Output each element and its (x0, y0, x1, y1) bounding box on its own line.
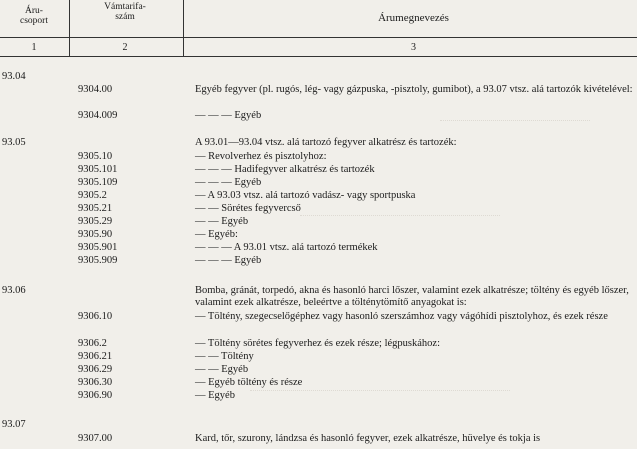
header-col-tariff-number: Vámtarifa- szám (104, 2, 146, 22)
header-col-product-group: Áru- csoport (20, 6, 48, 26)
item-description: — A 93.03 vtsz. alá tartozó vadász- vagy sportpuska (195, 190, 416, 201)
item-description: — — Sörétes fegyvercső (195, 203, 301, 214)
item-description: Kard, tőr, szurony, lándzsa és hasonló fegyver, ezek alkatrésze, hüvelye és tokja is (195, 433, 541, 444)
group-code: 93.07 (2, 419, 26, 430)
header-col-number: 3 (411, 42, 416, 53)
item-description: — Egyéb (195, 390, 235, 401)
item-description: — Revolverhez és pisztolyhoz: (195, 151, 327, 162)
tariff-code: 9306.29 (78, 364, 113, 375)
tariff-code: 9305.90 (78, 229, 113, 240)
column-divider (183, 0, 184, 56)
column-divider (69, 0, 70, 56)
tariff-code: 9306.21 (78, 351, 113, 362)
bleed-through-texture (440, 120, 590, 127)
group-code: 93.04 (2, 71, 26, 82)
group-description: A 93.01—93.04 vtsz. alá tartozó fegyver alkatrész és tartozék: (195, 137, 457, 148)
tariff-code: 9304.009 (78, 110, 118, 121)
tariff-code: 9305.29 (78, 216, 113, 227)
item-description: — — — Egyéb (195, 255, 262, 266)
header-col-number: 2 (122, 42, 128, 53)
tariff-code: 9306.2 (78, 338, 107, 349)
tariff-code: 9305.2 (78, 190, 107, 201)
tariff-code: 9306.90 (78, 390, 113, 401)
bleed-through-texture (250, 390, 510, 397)
item-description: — Egyéb: (195, 229, 238, 240)
tariff-code: 9304.00 (78, 84, 113, 95)
item-description: — — Egyéb (195, 364, 249, 375)
header-bottom-rule (0, 56, 637, 57)
tariff-code: 9305.10 (78, 151, 113, 162)
item-description: — — — A 93.01 vtsz. alá tartozó termékek (195, 242, 378, 253)
tariff-code: 9306.10 (78, 311, 113, 322)
tariff-code: 9305.21 (78, 203, 113, 214)
table-header (0, 0, 637, 56)
item-description: — — — Hadifegyver alkatrész és tartozék (195, 164, 375, 175)
tariff-code: 9305.101 (78, 164, 118, 175)
item-description: — — Töltény (195, 351, 254, 362)
item-description: — Egyéb töltény és része (195, 377, 303, 388)
group-code: 93.06 (2, 285, 26, 296)
tariff-code: 9305.909 (78, 255, 118, 266)
tariff-code: 9306.30 (78, 377, 113, 388)
item-description: — Töltény, szegecselőgéphez vagy hasonló szerszámhoz vagy vágóhídi pisztolyhoz, és ezek része (195, 311, 608, 322)
bleed-through-texture (300, 215, 500, 222)
header-col-description: Árumegnevezés (378, 12, 449, 24)
item-description: — — — Egyéb (195, 110, 262, 121)
item-description: — — — Egyéb (195, 177, 262, 188)
tariff-code: 9305.901 (78, 242, 118, 253)
group-description: Bomba, gránát, torpedó, akna és hasonló harci lőszer, valamint ezek alkatrésze; töltény és egyéb lőszer, valamint ezek alkatrésze, beleértve a tölténytömítő anyagokat is: (195, 285, 629, 308)
item-description: Egyéb fegyver (pl. rugós, lég- vagy gázpuska, -pisztoly, gumibot), a 93.07 vtsz. alá tartozók kivételével: (195, 84, 633, 95)
group-code: 93.05 (2, 137, 26, 148)
header-divider (0, 37, 637, 38)
tariff-code: 9305.109 (78, 177, 118, 188)
tariff-code: 9307.00 (78, 433, 113, 444)
header-col-number: 1 (31, 42, 37, 53)
item-description: — — Egyéb (195, 216, 249, 227)
item-description: — Töltény sörétes fegyverhez és ezek része; légpuskához: (195, 338, 440, 349)
